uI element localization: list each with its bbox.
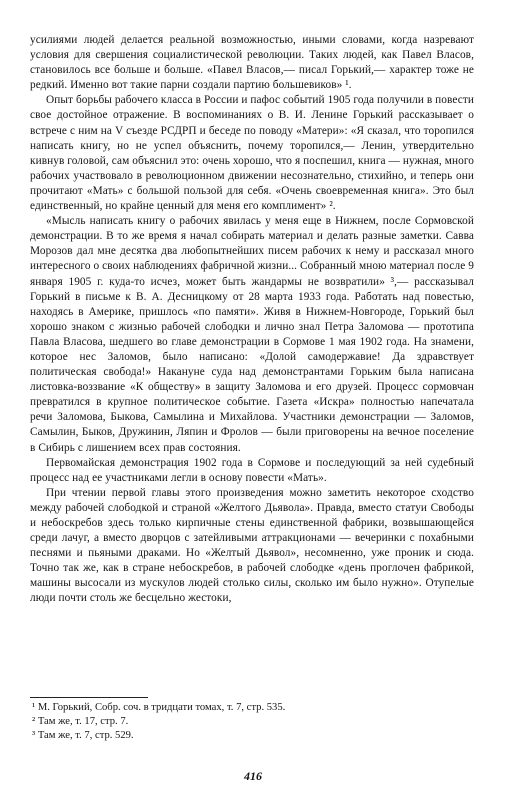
footnote: ¹ М. Горький, Собр. соч. в тридцати томах, т. 7, стр. 535. xyxy=(32,702,286,713)
paragraph: При чтении первой главы этого произведения можно заметить некоторое сходство между рабочей слободкой и страной «Желтого Дьявола». Правда, вместо статуи Свободы и небоскребов здесь только кирпичные стены единственной фабрики, возвышающейся среди лачуг, а вместо дворцов с затейливыми аттракционами — вечеринки с похабными песнями и пьяными драками. Но «Желтый Дьявол», несомненно, уже проник и сюда. Точно так же, как в стране небоскребов, в рабочей слободке «день проглочен фабрикой, машины высосали из мускулов людей столько силы, сколько им было нужно». Отупелые люди почти столь же бесцельно жестоки, xyxy=(30,486,474,605)
paragraph: Первомайская демонстрация 1902 года в Сормове и последующий за ней судебный процесс над ее участниками легли в основу повести «Мать». xyxy=(30,456,474,484)
paragraph: усилиями людей делается реальной возможностью, иными словами, когда назревают условия для свершения социалистической революции. Таких людей, как Павел Власов, становилось все больше и больше. «Павел Власов,— писал Горький,— характер тоже не редкий. Именно вот такие парни создали партию большевиков» ¹. xyxy=(30,34,474,92)
footnote-divider xyxy=(30,697,148,698)
page-number: 416 xyxy=(244,769,262,783)
footnote: ³ Там же, т. 7, стр. 529. xyxy=(32,729,134,741)
body-text xyxy=(30,33,474,607)
paragraph: Опыт борьбы рабочего класса в России и пафос событий 1905 года получили в повести свое достойное отражение. В воспоминаниях о В. И. Ленине Горький рассказывает о встрече с ним на V съезде РСДРП и беседе по поводу «Матери»: «Я сказал, что торопился написать книгу, но не успел объяснить, почему торопился,— Ленин, утвердительно кивнув головой, сам объяснил это: очень хорошо, что я поспешил, книга — нужная, много рабочих участвовало в революционном движении несознательно, стихийно, и теперь они прочитают «Мать» с большой пользой для себя. «Очень своевременная книга». Это был единственный, но крайне ценный для меня его комплимент» ². xyxy=(30,94,474,213)
footnotes xyxy=(30,697,474,743)
footnote: ² Там же, т. 17, стр. 7. xyxy=(32,715,129,727)
paragraph: «Мысль написать книгу о рабочих явилась у меня еще в Нижнем, после Сормовской демонстрации. В то же время я начал собирать материал и делать разные заметки. Савва Морозов дал мне десятка два любопытнейших писем рабочих к нему и рассказал много интересного о своих наблюдениях фабричной жизни... Собранный мною материал после 9 января 1905 г. куда-то исчез, может быть жандармы не возвратили» ³,— рассказывал Горький в письме к В. А. Десницкому от 28 марта 1933 года. Работать над повестью, находясь в Америке, пришлось «по памяти». Живя в Нижнем-Новгороде, Горький был хорошо знаком с жизнью рабочей слободки и лично знал Петра Заломова — прототипа Павла Власова, шедшего во главе демонстрации в Сормове 1 мая 1902 года. На знамени, которое нес Заломов, было написано: «Долой самодержавие! Да здравствует политическая свобода!» Накануне суда над демонстрантами Горьким была написана листовка-воззвание «К обществу» в защиту Заломова и его друзей. Процесс сормовчан превратился в крупное политическое событие. Газета «Искра» полностью напечатала речи Заломова, Быкова, Самылина и Михайлова. Участники демонстрации — Заломов, Самылин, Быков, Дружинин, Ляпин и Фролов — были приговорены на вечное поселение в Сибирь с лишением всех прав состояния. xyxy=(30,215,474,454)
